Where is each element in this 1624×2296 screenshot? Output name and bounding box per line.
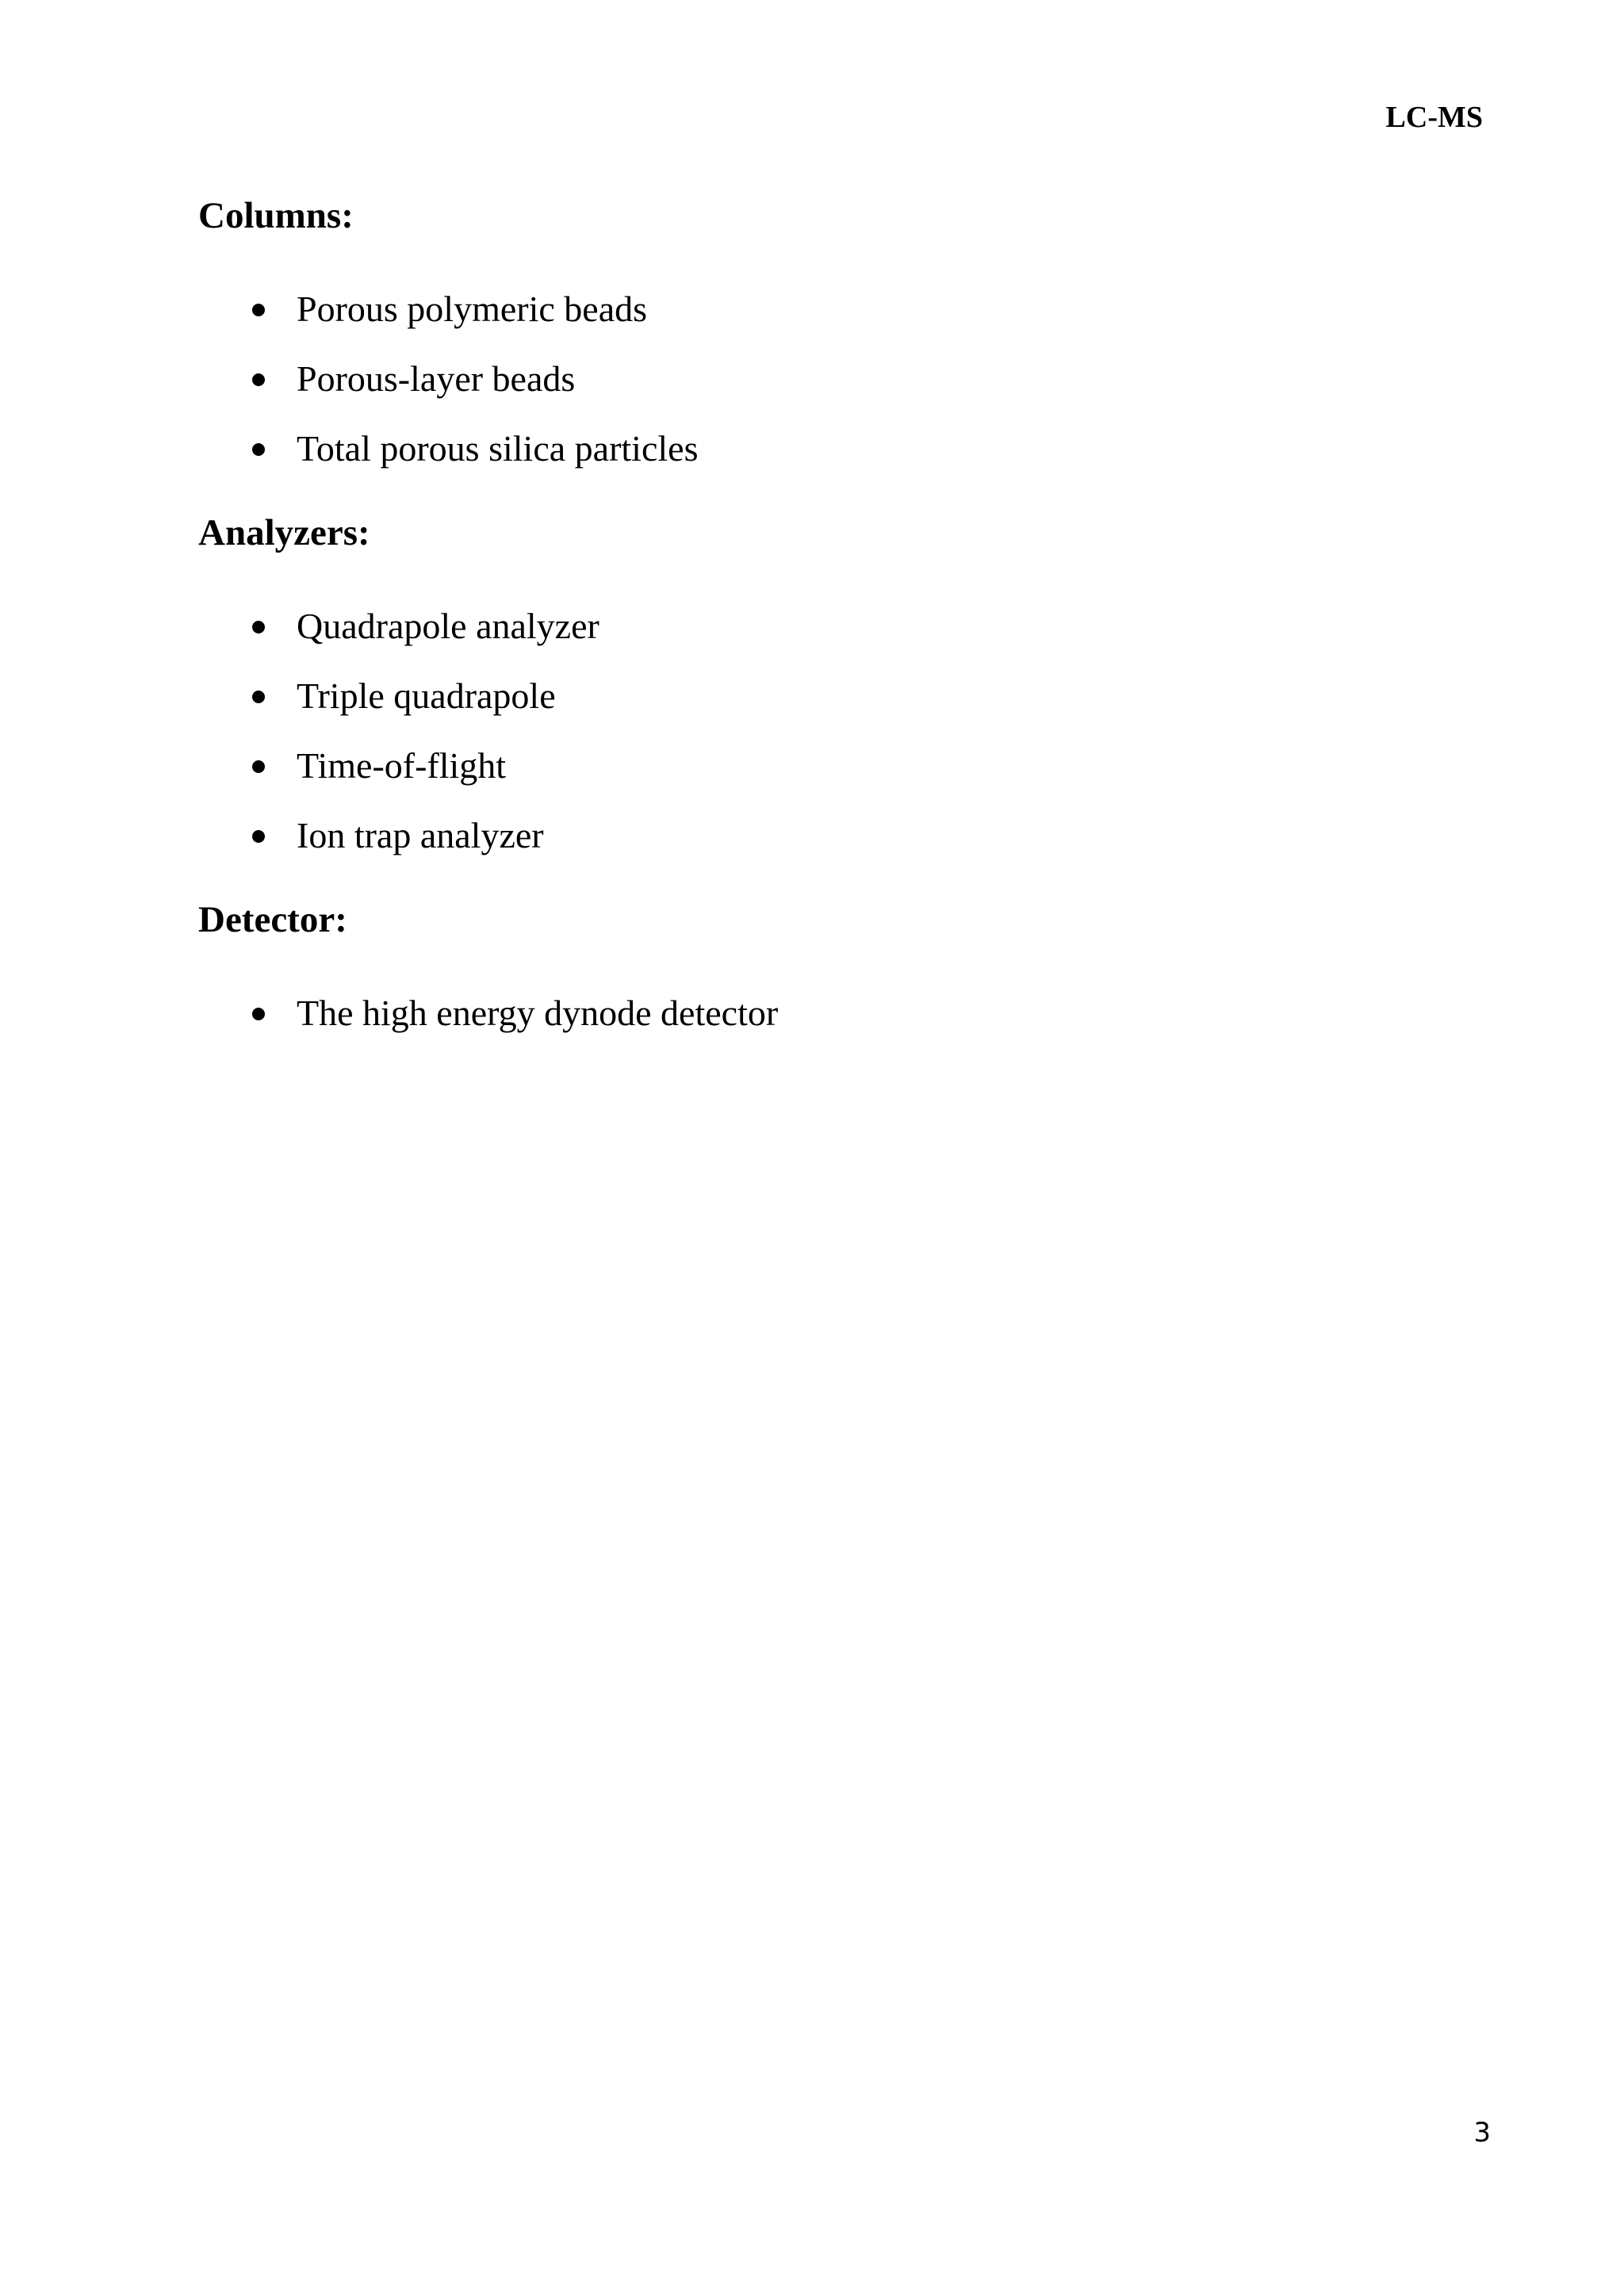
list-item-text: The high energy dynode detector bbox=[297, 993, 779, 1033]
bullet-icon bbox=[252, 691, 265, 703]
list-item-text: Triple quadrapole bbox=[297, 675, 556, 716]
running-header: LC-MS bbox=[1385, 101, 1483, 134]
bullet-icon bbox=[252, 1008, 265, 1020]
bullet-icon bbox=[252, 443, 265, 456]
list-item-text: Quadrapole analyzer bbox=[297, 606, 599, 646]
bullet-icon bbox=[252, 304, 265, 316]
list-item-text: Total porous silica particles bbox=[297, 428, 699, 469]
list-item-text: Porous-layer beads bbox=[297, 358, 576, 399]
bullet-icon bbox=[252, 760, 265, 773]
list-item-text: Ion trap analyzer bbox=[297, 815, 544, 855]
bullet-icon bbox=[252, 830, 265, 843]
section-heading-detector: Detector: bbox=[198, 899, 347, 940]
bullet-icon bbox=[252, 373, 265, 386]
list-item-text: Time-of-flight bbox=[297, 745, 507, 786]
section-heading-analyzers: Analyzers: bbox=[198, 512, 370, 553]
list-item-text: Porous polymeric beads bbox=[297, 289, 648, 329]
page-number: 3 bbox=[1473, 2117, 1491, 2149]
section-heading-columns: Columns: bbox=[198, 195, 354, 236]
bullet-icon bbox=[252, 621, 265, 633]
